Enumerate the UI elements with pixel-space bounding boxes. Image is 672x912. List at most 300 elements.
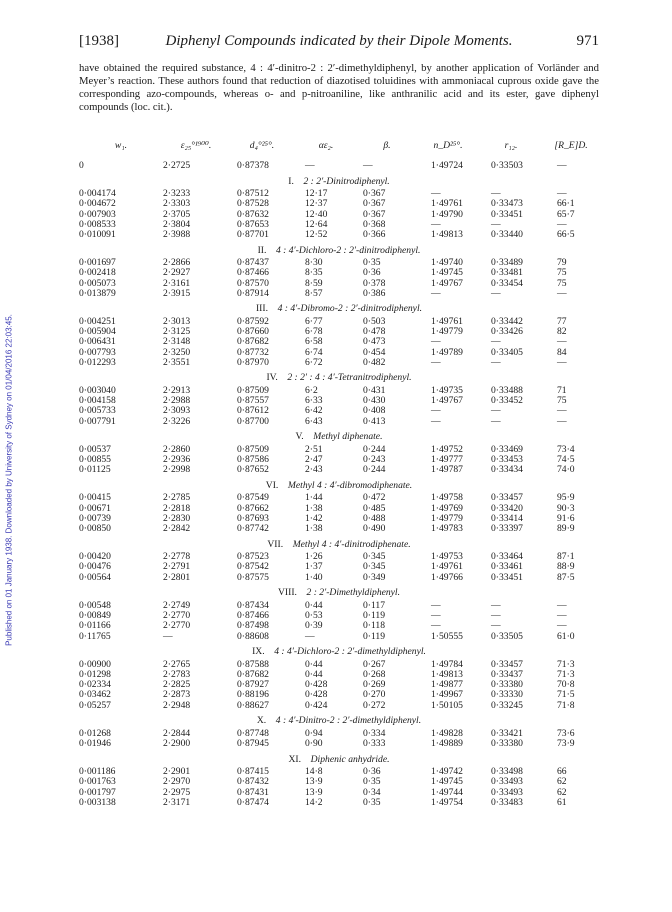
table-cell: 0·367 xyxy=(363,198,386,210)
table-cell: 77 xyxy=(557,316,567,328)
table-cell: 1·49828 xyxy=(431,727,463,739)
table-cell: 0·003138 xyxy=(79,796,116,808)
section-compound-name: 4 : 4′-Dichloro-2 : 2′-dimethyldiphenyl. xyxy=(274,646,426,658)
table-cell: 0·87466 xyxy=(237,267,269,279)
table-cell: 0·35 xyxy=(363,776,381,788)
dipole-data-table xyxy=(79,131,599,808)
section-compound-name: 4 : 4′-Dichloro-2 : 2′-dinitrodiphenyl. xyxy=(275,244,421,256)
table-cell: 0·33457 xyxy=(491,658,523,670)
table-cell: 2·2913 xyxy=(163,385,191,397)
table-cell: 0·87434 xyxy=(237,599,269,611)
table-cell: 0·413 xyxy=(363,415,386,427)
table-cell: 6·42 xyxy=(305,405,323,417)
table-cell: 74·0 xyxy=(557,464,575,476)
table-cell: 0·269 xyxy=(363,679,386,691)
table-cell: 0·01946 xyxy=(79,737,111,749)
table-cell: 0·00564 xyxy=(79,571,111,583)
table-cell: 0·87528 xyxy=(237,198,269,210)
table-cell: 0·87927 xyxy=(237,679,269,691)
table-cell: 0·33481 xyxy=(491,267,523,279)
table-cell: 0·004251 xyxy=(79,316,116,328)
table-cell: — xyxy=(491,620,501,632)
section-number: XI. xyxy=(288,753,302,765)
table-cell: 0·367 xyxy=(363,208,386,220)
table-cell: 0·33457 xyxy=(491,492,523,504)
table-cell: 0·87498 xyxy=(237,620,269,632)
section-compound-name: Methyl diphenate. xyxy=(313,431,383,443)
table-cell: 0·33442 xyxy=(491,316,523,328)
table-cell: 0·87682 xyxy=(237,668,269,680)
table-cell: 0·33421 xyxy=(491,727,523,739)
table-cell: 0·00855 xyxy=(79,454,111,466)
table-row xyxy=(79,524,599,534)
table-cell: 0·33380 xyxy=(491,679,523,691)
table-cell: 62 xyxy=(557,776,567,788)
table-cell: 1·49790 xyxy=(431,208,463,220)
table-cell: 0·00548 xyxy=(79,599,111,611)
table-cell: 0·87466 xyxy=(237,610,269,622)
table-cell: 1·49724 xyxy=(431,160,463,171)
table-cell: 1·49735 xyxy=(431,385,463,397)
download-watermark xyxy=(2,140,16,820)
table-cell: 0·119 xyxy=(363,630,386,642)
table-row xyxy=(79,621,599,631)
section-heading-row xyxy=(79,583,599,601)
table-cell: — xyxy=(491,415,501,427)
table-cell: 1·49777 xyxy=(431,454,463,466)
table-cell: 0·87523 xyxy=(237,551,269,563)
table-cell: 0·33483 xyxy=(491,796,523,808)
table-cell: 1·40 xyxy=(305,571,323,583)
table-cell: 0·33452 xyxy=(491,395,523,407)
table-cell: 0·33454 xyxy=(491,277,523,289)
table-cell: 0·87557 xyxy=(237,395,269,407)
table-cell: 6·43 xyxy=(305,415,323,427)
table-cell: 0·87431 xyxy=(237,786,269,798)
table-cell: 2·2901 xyxy=(163,766,191,778)
section-number: II. xyxy=(257,244,267,256)
table-cell: 0·87742 xyxy=(237,523,269,535)
base-row xyxy=(79,161,599,171)
table-cell: 0·34 xyxy=(363,786,381,798)
section-heading-row xyxy=(79,240,599,258)
table-cell: 0·012293 xyxy=(79,356,116,368)
table-cell: 1·49744 xyxy=(431,786,463,798)
section-compound-name: Diphenic anhydride. xyxy=(310,753,390,765)
table-row xyxy=(79,798,599,808)
section-number: I. xyxy=(288,175,294,187)
section-heading xyxy=(79,642,599,660)
table-cell: 1·49767 xyxy=(431,395,463,407)
table-cell: 0·33451 xyxy=(491,208,523,220)
table-cell: 2·43 xyxy=(305,464,323,476)
table-cell: 0·430 xyxy=(363,395,386,407)
table-cell: 70·8 xyxy=(557,679,575,691)
table-cell: 0·44 xyxy=(305,599,323,611)
header-epsilon: ε₂₅°¹⁹⁰⁰. xyxy=(180,139,212,151)
table-cell: 0·33505 xyxy=(491,630,523,642)
table-cell: — xyxy=(557,610,567,622)
table-cell: 0·88627 xyxy=(237,699,269,711)
table-cell: 6·72 xyxy=(305,356,323,368)
table-cell: 0·87701 xyxy=(237,229,269,241)
table-cell: 0·001697 xyxy=(79,257,116,269)
table-cell: 2·2970 xyxy=(163,776,191,788)
table-cell: 0·485 xyxy=(363,502,386,514)
table-cell: 0·268 xyxy=(363,668,386,680)
table-cell: 0·33498 xyxy=(491,766,523,778)
table-cell: 0·33397 xyxy=(491,523,523,535)
table-cell: 0·267 xyxy=(363,658,386,670)
table-cell: 2·3148 xyxy=(163,336,191,348)
section-heading-row xyxy=(79,427,599,445)
table-row xyxy=(79,406,599,416)
section-number: VI. xyxy=(265,479,279,491)
table-cell: 0·87682 xyxy=(237,336,269,348)
section-number: III. xyxy=(255,303,268,315)
table-cell: — xyxy=(431,356,441,368)
table-cell: 0·33461 xyxy=(491,561,523,573)
table-cell: 71·3 xyxy=(557,658,575,670)
table-cell: 14·2 xyxy=(305,796,323,808)
table-cell: 2·2770 xyxy=(163,620,191,632)
section-compound-name: 2 : 2′-Dinitrodiphenyl. xyxy=(303,175,390,187)
table-cell: — xyxy=(431,620,441,632)
table-cell: — xyxy=(431,218,441,230)
table-cell: 90·3 xyxy=(557,502,575,514)
table-cell: 0·01125 xyxy=(79,464,111,476)
table-cell: 1·49789 xyxy=(431,346,463,358)
header-title: Diphenyl Compounds indicated by their Dipole Moments. xyxy=(165,33,513,49)
table-cell: 8·30 xyxy=(305,257,323,269)
table-cell: 0·01268 xyxy=(79,727,111,739)
table-cell: 0·11765 xyxy=(79,630,111,642)
section-heading-row xyxy=(79,642,599,660)
table-cell: 2·2866 xyxy=(163,257,191,269)
table-cell: 0·02334 xyxy=(79,679,111,691)
table-cell: 0·00850 xyxy=(79,523,111,535)
table-cell: — xyxy=(363,160,373,171)
table-row xyxy=(79,611,599,621)
table-cell: 1·49754 xyxy=(431,796,463,808)
table-cell: 62 xyxy=(557,786,567,798)
table-cell: 75 xyxy=(557,277,567,289)
section-number: IX. xyxy=(252,646,265,658)
table-row xyxy=(79,396,599,406)
table-cell: 2·3226 xyxy=(163,415,191,427)
table-cell: 2·2873 xyxy=(163,689,191,701)
header-r12: r₁₂. xyxy=(504,139,518,151)
table-cell: 0·004672 xyxy=(79,198,116,210)
table-cell: 2·51 xyxy=(305,443,323,455)
data-table-container xyxy=(79,131,599,808)
table-cell: 0·007791 xyxy=(79,415,116,427)
table-cell: — xyxy=(557,336,567,348)
table-cell: 0·87437 xyxy=(237,257,269,269)
table-cell: 12·64 xyxy=(305,218,328,230)
table-cell: 14·8 xyxy=(305,766,323,778)
table-cell: 0·007903 xyxy=(79,208,116,220)
body-paragraph: have obtained the required substance, 4 : 4′-dinitro-2 : 2′-dimethyldiphenyl, by another application of Vorländer and Meyer’s reaction. These authors found that reduction of diazotised toluidines with ammoniacal cuprous oxide gave the corresponding azo-compounds, whereas o- and p-nitroaniline, like anthranilic acid and its ester, gave diphenyl compounds (loc. cit.). xyxy=(79,62,599,113)
table-cell: 0·428 xyxy=(305,689,328,701)
table-cell: 91·6 xyxy=(557,512,575,524)
table-cell: 95·9 xyxy=(557,492,575,504)
table-cell: — xyxy=(431,336,441,348)
table-cell: 89·9 xyxy=(557,523,575,535)
section-heading xyxy=(79,427,599,445)
table-cell: 2·3013 xyxy=(163,316,191,328)
table-cell: — xyxy=(163,630,173,642)
table-cell: 0·001797 xyxy=(79,786,116,798)
section-heading xyxy=(79,299,599,317)
table-cell: 0·01166 xyxy=(79,620,111,632)
table-cell: 12·37 xyxy=(305,198,328,210)
table-cell: 1·49889 xyxy=(431,737,463,749)
table-cell: 75 xyxy=(557,395,567,407)
table-cell: 1·49784 xyxy=(431,658,463,670)
table-cell: 1·49745 xyxy=(431,267,463,279)
table-cell: 0·008533 xyxy=(79,218,116,230)
section-heading xyxy=(79,711,599,729)
table-cell: 0·87748 xyxy=(237,727,269,739)
table-cell: 1·49745 xyxy=(431,776,463,788)
table-cell: 1·49783 xyxy=(431,523,463,535)
table-cell: — xyxy=(557,415,567,427)
table-cell: 0·004174 xyxy=(79,188,116,200)
table-row xyxy=(79,279,599,289)
section-compound-name: 4 : 4′-Dinitro-2 : 2′-dimethyldiphenyl. xyxy=(275,715,422,727)
table-cell: — xyxy=(491,356,501,368)
table-cell: 0·424 xyxy=(305,699,328,711)
table-cell: 13·9 xyxy=(305,776,323,788)
table-cell: 2·2785 xyxy=(163,492,191,504)
table-cell: 0·005733 xyxy=(79,405,116,417)
table-row xyxy=(79,327,599,337)
table-cell: 1·49767 xyxy=(431,277,463,289)
table-cell: 0·005904 xyxy=(79,326,116,338)
section-heading xyxy=(79,368,599,386)
table-cell: 87·1 xyxy=(557,551,575,563)
table-cell: 0·117 xyxy=(363,599,386,611)
table-cell: — xyxy=(491,405,501,417)
table-cell: 71 xyxy=(557,385,567,397)
table-cell: 65·7 xyxy=(557,208,575,220)
table-cell: — xyxy=(491,287,501,299)
table-cell: 0·87588 xyxy=(237,658,269,670)
table-cell: 1·49769 xyxy=(431,502,463,514)
table-cell: 2·3093 xyxy=(163,405,191,417)
table-cell: 0·87652 xyxy=(237,464,269,476)
table-cell: 0·01298 xyxy=(79,668,111,680)
table-cell: 0·007793 xyxy=(79,346,116,358)
table-cell: 1·49761 xyxy=(431,561,463,573)
table-cell: 1·44 xyxy=(305,492,323,504)
table-cell: 1·37 xyxy=(305,561,323,573)
table-cell: 2·2927 xyxy=(163,267,191,279)
table-row xyxy=(79,777,599,787)
table-cell: 71·8 xyxy=(557,699,575,711)
table-cell: 0·33245 xyxy=(491,699,523,711)
table-cell: 0·33380 xyxy=(491,737,523,749)
table-cell: 0·94 xyxy=(305,727,323,739)
table-cell: 0·33489 xyxy=(491,257,523,269)
table-cell: 6·77 xyxy=(305,316,323,328)
table-cell: 0·87970 xyxy=(237,356,269,368)
table-cell: 0·334 xyxy=(363,727,386,739)
table-cell: — xyxy=(305,160,315,171)
table-cell: 87·5 xyxy=(557,571,575,583)
table-cell: 0·386 xyxy=(363,287,386,299)
table-cell: 2·2998 xyxy=(163,464,191,476)
table-row xyxy=(79,632,599,642)
table-cell: 0·53 xyxy=(305,610,323,622)
table-cell: 0·87509 xyxy=(237,385,269,397)
table-row xyxy=(79,739,599,749)
section-number: X. xyxy=(256,715,267,727)
table-cell: 0·87509 xyxy=(237,443,269,455)
table-cell: — xyxy=(431,188,441,200)
table-cell: 0·244 xyxy=(363,443,386,455)
table-cell: 2·2749 xyxy=(163,599,191,611)
table-cell: 0·87700 xyxy=(237,415,269,427)
table-row xyxy=(79,701,599,711)
table-cell: 2·2770 xyxy=(163,610,191,622)
table-cell: 2·3161 xyxy=(163,277,191,289)
table-row xyxy=(79,690,599,700)
table-cell: 8·35 xyxy=(305,267,323,279)
table-cell: 0·408 xyxy=(363,405,386,417)
table-cell: 2·2988 xyxy=(163,395,191,407)
table-cell: 0·333 xyxy=(363,737,386,749)
table-cell: 1·38 xyxy=(305,523,323,535)
table-cell: 1·49753 xyxy=(431,551,463,563)
section-compound-name: Methyl 4 : 4′-dibromodiphenate. xyxy=(287,479,413,491)
table-cell: 0·431 xyxy=(363,385,386,397)
table-cell: 1·49787 xyxy=(431,464,463,476)
table-cell: 0·001763 xyxy=(79,776,116,788)
table-cell: 2·3125 xyxy=(163,326,191,338)
table-cell: 0·87549 xyxy=(237,492,269,504)
table-cell: 74·5 xyxy=(557,454,575,466)
table-cell: 1·49779 xyxy=(431,326,463,338)
table-row xyxy=(79,601,599,611)
table-cell: — xyxy=(431,405,441,417)
table-cell: 0·36 xyxy=(363,267,381,279)
table-cell: — xyxy=(557,599,567,611)
section-heading-row xyxy=(79,171,599,189)
section-heading-row xyxy=(79,368,599,386)
table-row xyxy=(79,230,599,240)
table-cell: 0·87732 xyxy=(237,346,269,358)
table-cell: 1·49758 xyxy=(431,492,463,504)
table-cell: 0·87914 xyxy=(237,287,269,299)
table-cell: 0·33473 xyxy=(491,198,523,210)
table-cell: 2·2725 xyxy=(163,160,191,171)
table-cell: 84 xyxy=(557,346,567,358)
table-cell: 2·2975 xyxy=(163,786,191,798)
table-row xyxy=(79,573,599,583)
table-cell: 0·87592 xyxy=(237,316,269,328)
table-cell: — xyxy=(557,287,567,299)
table-row xyxy=(79,348,599,358)
table-row xyxy=(79,358,599,368)
table-cell: 0·33469 xyxy=(491,443,523,455)
table-cell: 66·1 xyxy=(557,198,575,210)
header-density: d₄°²⁵°. xyxy=(249,139,275,151)
table-cell: 0·472 xyxy=(363,492,386,504)
table-cell: 0·87512 xyxy=(237,188,269,200)
table-cell: 88·9 xyxy=(557,561,575,573)
table-cell: 2·3988 xyxy=(163,229,191,241)
table-cell: 6·2 xyxy=(305,385,318,397)
table-cell: 1·49967 xyxy=(431,689,463,701)
table-cell: 2·2936 xyxy=(163,454,191,466)
table-cell: 0·33464 xyxy=(491,551,523,563)
table-cell: 6·78 xyxy=(305,326,323,338)
header-alpha: αε₂. xyxy=(318,139,334,151)
table-cell: 1·49742 xyxy=(431,766,463,778)
table-cell: 1·49877 xyxy=(431,679,463,691)
section-number: IV. xyxy=(266,372,278,384)
table-cell: 0·345 xyxy=(363,561,386,573)
table-cell: 0·88196 xyxy=(237,689,269,701)
table-cell: — xyxy=(491,188,501,200)
header-year: [1938] xyxy=(79,33,119,49)
table-cell: 71·3 xyxy=(557,668,575,680)
table-cell: 0·00476 xyxy=(79,561,111,573)
table-cell: 0·010091 xyxy=(79,229,116,241)
table-cell: 71·5 xyxy=(557,689,575,701)
table-cell: 0·33503 xyxy=(491,160,523,171)
table-cell: 1·49766 xyxy=(431,571,463,583)
table-cell: 0·490 xyxy=(363,523,386,535)
table-cell: 0·87474 xyxy=(237,796,269,808)
table-header-row xyxy=(79,131,599,161)
table-cell: 0·87570 xyxy=(237,277,269,289)
table-cell: 1·49761 xyxy=(431,316,463,328)
table-cell: 2·2844 xyxy=(163,727,191,739)
header-w1: w₁. xyxy=(114,139,128,151)
table-cell: 2·2900 xyxy=(163,737,191,749)
table-cell: 0·454 xyxy=(363,346,386,358)
table-cell: 0 xyxy=(79,160,84,171)
table-cell: 2·2783 xyxy=(163,668,191,680)
section-number: VIII. xyxy=(278,587,297,599)
table-cell: 0·482 xyxy=(363,356,386,368)
table-cell: 1·49779 xyxy=(431,512,463,524)
table-cell: 1·49813 xyxy=(431,229,463,241)
table-cell: 2·3915 xyxy=(163,287,191,299)
table-row xyxy=(79,417,599,427)
table-cell: 0·473 xyxy=(363,336,386,348)
section-compound-name: Methyl 4 : 4′-dinitrodiphenate. xyxy=(292,538,411,550)
table-cell: 75 xyxy=(557,267,567,279)
table-cell: 0·87432 xyxy=(237,776,269,788)
table-cell: 0·503 xyxy=(363,316,386,328)
table-cell: 0·33493 xyxy=(491,776,523,788)
table-cell: 0·33493 xyxy=(491,786,523,798)
table-cell: 2·3551 xyxy=(163,356,191,368)
table-cell: 0·33453 xyxy=(491,454,523,466)
table-cell: — xyxy=(557,620,567,632)
table-cell: 0·272 xyxy=(363,699,386,711)
table-cell: 0·03462 xyxy=(79,689,111,701)
table-cell: 2·3250 xyxy=(163,346,191,358)
header-beta: β. xyxy=(383,139,391,151)
table-cell: 6·33 xyxy=(305,395,323,407)
table-cell: 0·00739 xyxy=(79,512,111,524)
table-cell: — xyxy=(431,610,441,622)
